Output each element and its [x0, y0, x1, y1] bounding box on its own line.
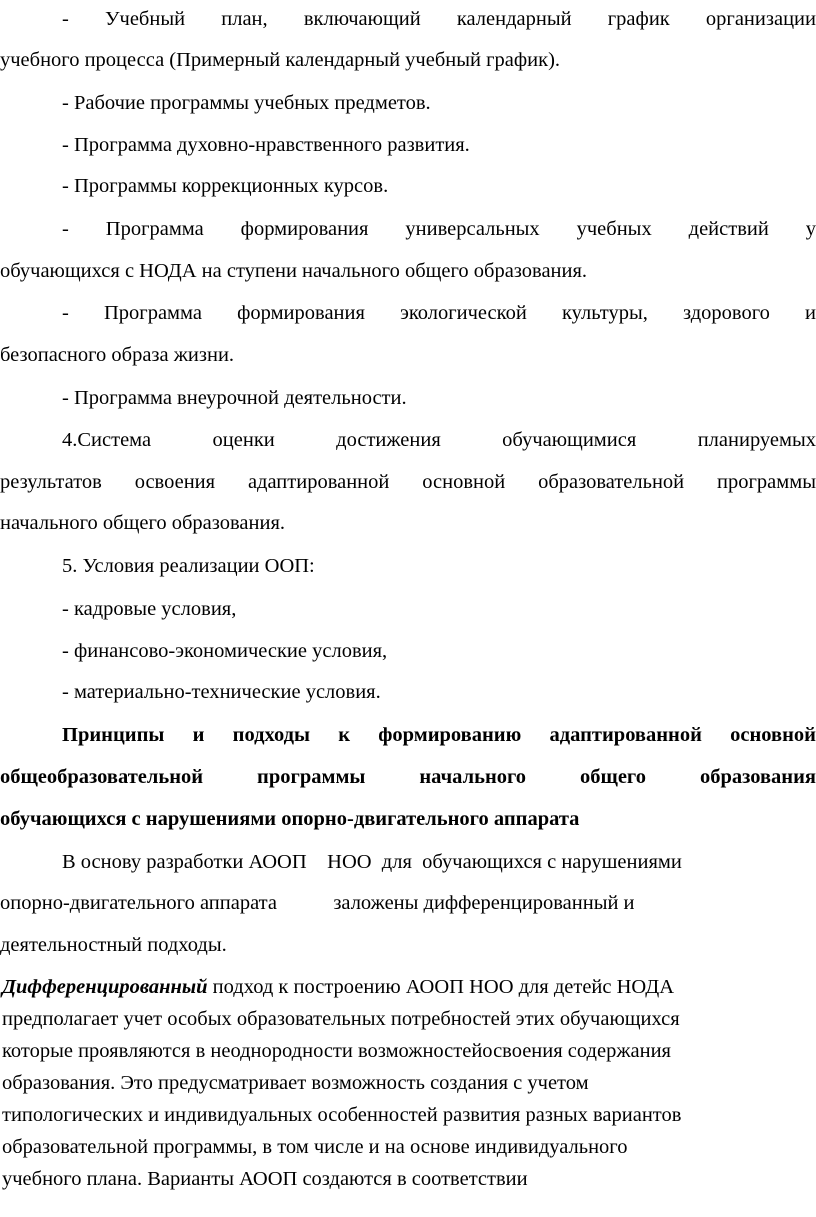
- list-item-extracurricular: - Программа внеурочной деятельности.: [62, 387, 407, 409]
- list-item-work-programs: - Рабочие программы учебных предметов.: [62, 92, 431, 114]
- list-item-universal-actions-line1: - Программа формирования универсальных учебных действий у: [62, 218, 816, 240]
- para2-line5: типологических и индивидуальных особенностей развития разных вариантов: [2, 1104, 682, 1126]
- section5-item-staff: - кадровые условия,: [62, 598, 237, 620]
- section4-line2: результатов освоения адаптированной основной образовательной программы: [0, 471, 816, 493]
- list-item-curriculum-line2: учебного процесса (Примерный календарный учебный график).: [0, 49, 561, 71]
- para2-line4: образования. Это предусматривает возможность создания с учетом: [2, 1072, 589, 1094]
- para2-line3: которые проявляются в неоднородности возможностейосвоения содержания: [2, 1040, 671, 1062]
- heading-line2: общеобразовательной программы начального общего образования: [0, 766, 816, 788]
- para2-line6: образовательной программы, в том числе и на основе индивидуального: [2, 1136, 628, 1158]
- section5-item-finance: - финансово-экономические условия,: [62, 640, 388, 662]
- list-item-ecology-line1: - Программа формирования экологической культуры, здорового и: [62, 302, 816, 324]
- list-item-curriculum-line1: - Учебный план, включающий календарный график организации: [62, 8, 816, 30]
- para2-line2: предполагает учет особых образовательных потребностей этих обучающихся: [2, 1008, 680, 1030]
- section4-line3: начального общего образования.: [0, 512, 286, 534]
- para1-line1: В основу разработки АООП НОО для обучающихся с нарушениями: [62, 851, 682, 873]
- para1-line3: деятельностный подходы.: [0, 934, 227, 956]
- heading-line1: Принципы и подходы к формированию адаптированной основной: [62, 724, 816, 746]
- para2-emphasis: Дифференцированный: [2, 976, 208, 998]
- list-item-correction-courses: - Программы коррекционных курсов.: [62, 175, 389, 197]
- list-item-universal-actions-line2: обучающихся с НОДА на ступени начального общего образования.: [0, 260, 588, 282]
- list-item-ecology-line2: безопасного образа жизни.: [0, 344, 235, 366]
- section4-line1: 4.Система оценки достижения обучающимися планируемых: [62, 429, 816, 451]
- para2-line7: учебного плана. Варианты АООП создаются в соответствии: [2, 1168, 528, 1190]
- heading-line3: обучающихся с нарушениями опорно-двигательного аппарата: [0, 808, 580, 830]
- section5-item-material: - материально-технические условия.: [62, 681, 381, 703]
- para1-line2: опорно-двигательного аппарата заложены дифференцированный и: [0, 892, 635, 914]
- para2-line1-rest: подход к построению АООП НОО для детейс НОДА: [207, 976, 675, 998]
- section5-title: 5. Условия реализации ООП:: [62, 555, 315, 577]
- para2-line1: [2, 972, 816, 1002]
- list-item-spiritual-program: - Программа духовно-нравственного развития.: [62, 134, 470, 156]
